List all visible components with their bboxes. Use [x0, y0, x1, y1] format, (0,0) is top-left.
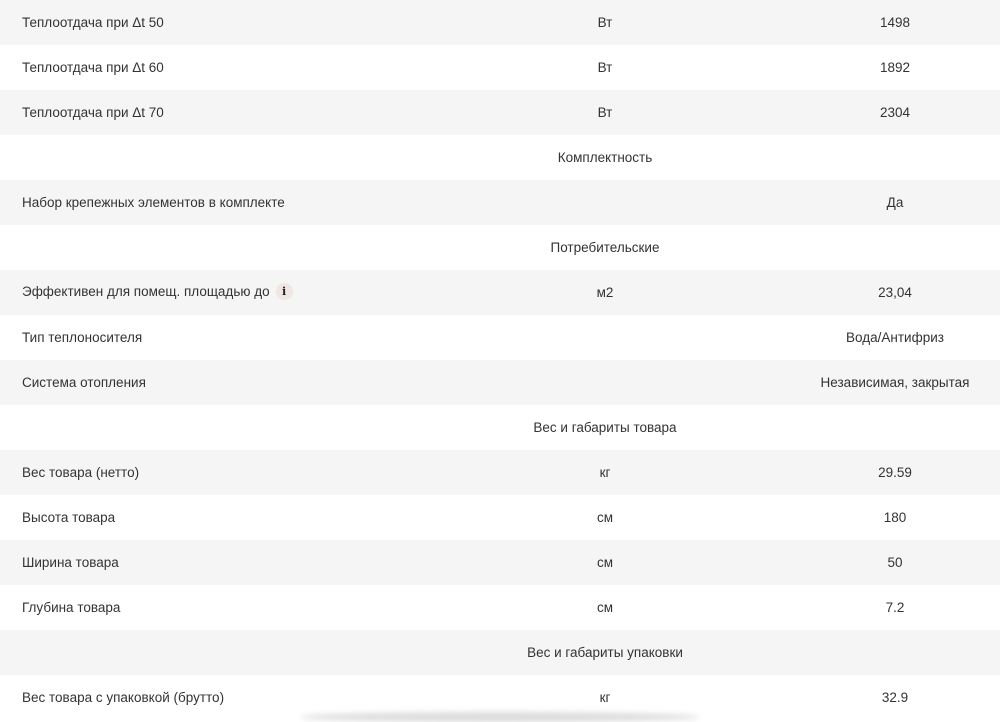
spec-row [0, 450, 1000, 495]
spec-unit: м2 [596, 285, 614, 300]
spec-name: Теплоотдача при Δt 60 [22, 60, 164, 75]
spec-name: Теплоотдача при Δt 50 [22, 15, 164, 30]
bottom-scroll-shadow [300, 712, 700, 722]
section-header-row [0, 630, 1000, 675]
spec-unit: Вт [597, 60, 613, 75]
spec-unit [420, 180, 790, 225]
spec-unit [420, 360, 790, 405]
spec-unit: кг [599, 465, 611, 480]
section-header-row [0, 225, 1000, 270]
spec-row [0, 540, 1000, 585]
spec-row [0, 315, 1000, 360]
spec-row [0, 585, 1000, 630]
spec-value: 50 [887, 555, 903, 570]
spec-value: 2304 [879, 105, 911, 120]
spec-row [0, 45, 1000, 90]
section-title-product-dimensions: Вес и габариты товара [533, 420, 677, 435]
spec-unit: кг [599, 690, 611, 705]
spec-name: Вес товара с упаковкой (брутто) [22, 690, 225, 705]
spec-value: 1498 [879, 15, 911, 30]
spec-name: Тип теплоносителя [22, 330, 143, 345]
spec-value: Вода/Антифриз [846, 330, 944, 345]
spec-name-with-info [0, 270, 420, 315]
spec-value: 32.9 [881, 690, 909, 705]
spec-value: 1892 [879, 60, 911, 75]
section-title-package-dimensions: Вес и габариты упаковки [527, 645, 683, 660]
spec-row [0, 180, 1000, 225]
spec-value: 7.2 [885, 600, 905, 615]
spec-name: Набор крепежных элементов в комплекте [22, 195, 285, 210]
spec-row [0, 360, 1000, 405]
spec-name: Вес товара (нетто) [22, 465, 140, 480]
spec-value: Да [886, 195, 904, 210]
spec-name: Глубина товара [22, 600, 121, 615]
spec-row [0, 0, 1000, 45]
section-header-row [0, 405, 1000, 450]
spec-value: Независимая, закрытая [820, 375, 970, 390]
spec-name: Система отопления [22, 375, 146, 390]
spec-row [0, 90, 1000, 135]
section-header-row [0, 135, 1000, 180]
spec-unit: см [596, 600, 614, 615]
spec-unit: Вт [597, 105, 613, 120]
spec-value: 23,04 [878, 285, 912, 300]
spec-row [0, 270, 1000, 315]
spec-unit: см [596, 510, 614, 525]
spec-value: 180 [883, 510, 907, 525]
spec-unit: см [596, 555, 614, 570]
spec-value: 29.59 [878, 465, 912, 480]
spec-unit: Вт [597, 15, 613, 30]
spec-name-text: Эффективен для помещ. площадью до [22, 284, 270, 300]
section-title-completeness: Комплектность [557, 150, 653, 165]
info-icon[interactable]: i [276, 283, 293, 300]
section-title-consumer: Потребительские [550, 240, 660, 255]
spec-name: Ширина товара [22, 555, 119, 570]
spec-name: Теплоотдача при Δt 70 [22, 105, 164, 120]
spec-unit [420, 315, 790, 360]
spec-row [0, 495, 1000, 540]
spec-name: Высота товара [22, 510, 116, 525]
